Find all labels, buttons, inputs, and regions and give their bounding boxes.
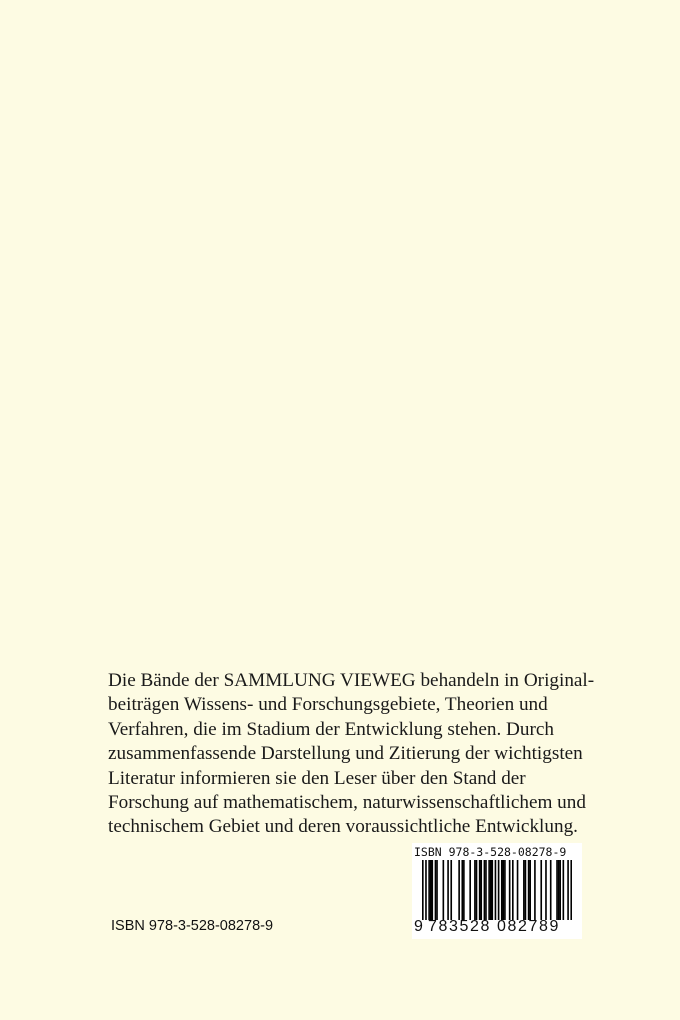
barcode-bar	[540, 860, 542, 920]
blurb-line: zusammenfassende Darstellung und Zitierung der wichtigsten	[108, 743, 583, 765]
barcode-bar	[563, 860, 565, 920]
barcode-bar	[504, 860, 506, 920]
blurb-line: technischem Gebiet und deren voraussichtliche Entwicklung.	[108, 816, 578, 838]
barcode-bar	[512, 860, 514, 920]
barcode-bar	[479, 860, 481, 920]
barcode-bar	[556, 860, 558, 920]
barcode-bar	[490, 860, 492, 920]
barcode-bar	[503, 860, 505, 920]
barcode-bar	[461, 860, 463, 920]
barcode-bar	[534, 860, 536, 920]
barcode-bar	[498, 860, 500, 920]
barcode-bar	[529, 860, 531, 920]
barcode-bar	[474, 860, 476, 920]
barcode-first-digit: 9	[414, 918, 423, 935]
blurb-line: Die Bände der SAMMLUNG VIEWEG behandeln in Original-	[108, 670, 595, 691]
barcode-bar	[422, 860, 424, 920]
barcode-bar	[430, 860, 432, 920]
cover-blurb	[108, 669, 595, 840]
barcode-bars	[422, 860, 572, 920]
barcode-bar	[495, 860, 497, 920]
barcode-bar	[501, 860, 503, 920]
barcode-bar	[436, 860, 438, 920]
barcode-bar	[443, 860, 445, 920]
barcode-bar	[517, 860, 519, 920]
barcode-bar	[480, 860, 482, 920]
blurb-line: Literatur informieren sie den Leser über den Stand der	[108, 767, 526, 789]
barcode-bar	[559, 860, 561, 920]
isbn-number: ISBN 978-3-528-08278-9	[111, 918, 274, 934]
blurb-line: Verfahren, die im Stadium der Entwicklung stehen. Durch	[108, 718, 554, 740]
barcode-bar	[450, 860, 452, 920]
barcode-bar	[525, 860, 527, 920]
barcode-bar	[523, 860, 525, 920]
barcode-isbn-label: ISBN 978-3-528-08278-9	[414, 845, 567, 859]
barcode-bar	[428, 860, 430, 920]
barcode-bar	[485, 860, 487, 920]
barcode-bar	[567, 860, 569, 920]
barcode-bar	[528, 860, 530, 920]
barcode-bar	[458, 860, 460, 920]
barcode-bar	[463, 860, 465, 920]
barcode-bar	[484, 860, 486, 920]
blurb-line: Forschung auf mathematischem, naturwissenschaftlichem und	[108, 792, 586, 814]
blurb-line: beiträgen Wissens- und Forschungsgebiete, Theorien und	[108, 694, 548, 716]
barcode-bar	[431, 860, 433, 920]
barcode-digit-groups: 783528 082789	[428, 918, 561, 935]
barcode-bar	[550, 860, 552, 920]
barcode-bar	[488, 860, 490, 920]
barcode-bar	[447, 860, 449, 920]
barcode-bar	[425, 860, 427, 920]
barcode-bar	[570, 860, 572, 920]
barcode-bar	[469, 860, 471, 920]
barcode-bar	[509, 860, 511, 920]
barcode-bar	[476, 860, 478, 920]
barcode-bar	[491, 860, 493, 920]
barcode-bar	[435, 860, 437, 920]
barcode-bar	[545, 860, 547, 920]
barcode-bar	[558, 860, 560, 920]
barcode	[412, 843, 582, 939]
